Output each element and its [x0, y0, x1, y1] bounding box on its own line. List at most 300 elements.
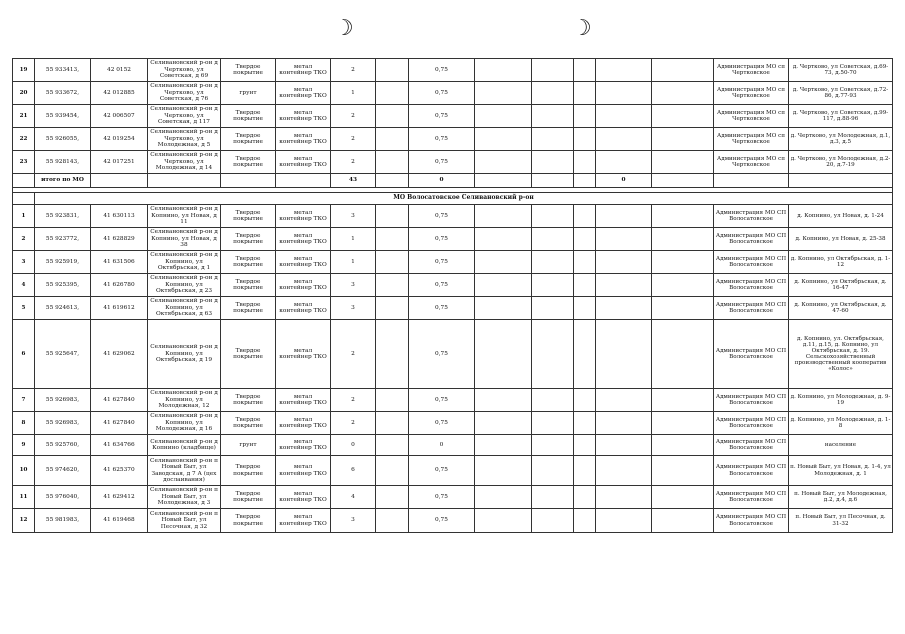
- cell-cover: Твердое покрытие: [221, 205, 276, 228]
- cell-blank: [532, 105, 574, 128]
- cell-num: 10: [13, 456, 35, 486]
- cell-num: 22: [13, 128, 35, 151]
- cell-adm: Администрация МО СП Волосатовское: [714, 456, 789, 486]
- cell-blank: [532, 389, 574, 412]
- cell-adm: Администрация МО сп Чертковское: [714, 59, 789, 82]
- cell-blank: [652, 251, 714, 274]
- cell-num: 6: [13, 320, 35, 389]
- cell-code2: 41 629062: [91, 320, 148, 389]
- cell-cont: метал контейнер ТКО: [276, 456, 331, 486]
- cell-blank: [475, 205, 532, 228]
- cell-code2: 41 631506: [91, 251, 148, 274]
- cell-cover: Твердое покрытие: [221, 251, 276, 274]
- cell-code1: 55 926983,: [35, 389, 91, 412]
- cell-addr: д. Копнино, ул Октябрьская, д. 16-47: [789, 274, 893, 297]
- cell-blank: [596, 128, 652, 151]
- cell-loc: Селивановский р-он д Чертково, ул Советская, д 69: [148, 59, 221, 82]
- cell-blank: [574, 59, 596, 82]
- cell-addr: д. Копнино, ул Молодежная, д. 9-19: [789, 389, 893, 412]
- section-title: МО Волосатовское Селивановский р-он: [35, 193, 893, 205]
- total-rows: [13, 174, 893, 205]
- cell-blank: [376, 128, 409, 151]
- cell-count: 1: [331, 82, 376, 105]
- cell-blank: [475, 486, 532, 509]
- total-blank: [221, 174, 276, 188]
- cell-blank: [652, 435, 714, 456]
- cell-cont: метал контейнер ТКО: [276, 59, 331, 82]
- cell-count: 2: [331, 105, 376, 128]
- cell-count: 3: [331, 509, 376, 533]
- cell-adm: Администрация МО СП Волосатовское: [714, 412, 789, 435]
- cell-addr: д. Копнино, ул Новая, д. 25-38: [789, 228, 893, 251]
- total-blank: [652, 174, 714, 188]
- cell-blank: [532, 274, 574, 297]
- table-row: [13, 412, 893, 435]
- cell-adm: Администрация МО сп Чертковское: [714, 151, 789, 174]
- cell-blank: [475, 105, 532, 128]
- total-blank: [91, 174, 148, 188]
- cell-blank: [574, 486, 596, 509]
- cell-cont: метал контейнер ТКО: [276, 105, 331, 128]
- total-blank: [714, 174, 789, 188]
- cell-num: 12: [13, 509, 35, 533]
- cell-num: 20: [13, 82, 35, 105]
- cell-blank: [574, 274, 596, 297]
- table-row: [13, 205, 893, 228]
- cell-volume: 0,75: [409, 228, 475, 251]
- cell-adm: Администрация МО СП Волосатовское: [714, 389, 789, 412]
- cell-loc: Селивановский р-он д Чертково, ул Молодежная, д 14: [148, 151, 221, 174]
- total-blank: [148, 174, 221, 188]
- cell-blank: [574, 389, 596, 412]
- top-rows: [13, 59, 893, 174]
- cell-count: 3: [331, 297, 376, 320]
- cell-code1: 55 925760,: [35, 435, 91, 456]
- cell-loc: Селивановский р-он д Копнино, ул Октябрьская, д 63: [148, 297, 221, 320]
- total-count: 43: [331, 174, 376, 188]
- cell-blank: [596, 389, 652, 412]
- cell-blank: [532, 486, 574, 509]
- cell-blank: [596, 59, 652, 82]
- cell-blank: [652, 128, 714, 151]
- cell-blank: [596, 82, 652, 105]
- cell-addr: д. Чертково, ул Советская, д.72-86, д.77-93: [789, 82, 893, 105]
- cell-blank: [574, 105, 596, 128]
- cell-code2: 41 625370: [91, 456, 148, 486]
- cell-loc: Селивановский р-он д Копнино, ул Молодежная, 12: [148, 389, 221, 412]
- cell-blank: [532, 435, 574, 456]
- cell-blank: [475, 59, 532, 82]
- table-row: [13, 509, 893, 533]
- cell-code2: 41 627840: [91, 389, 148, 412]
- cell-cover: Твердое покрытие: [221, 509, 276, 533]
- cell-blank: [652, 151, 714, 174]
- cell-blank: [652, 509, 714, 533]
- cell-blank: [532, 205, 574, 228]
- cell-num: 11: [13, 486, 35, 509]
- cell-code1: 55 925395,: [35, 274, 91, 297]
- total-blank: [789, 174, 893, 188]
- cell-blank: [376, 105, 409, 128]
- cell-adm: Администрация МО сп Чертковское: [714, 128, 789, 151]
- cell-adm: Администрация МО СП Волосатовское: [714, 274, 789, 297]
- cell-addr: п. Новый Быт, ул Молодежная, д.2, д.4, д.6: [789, 486, 893, 509]
- cell-volume: 0,75: [409, 105, 475, 128]
- cell-cont: метал контейнер ТКО: [276, 128, 331, 151]
- cell-blank: [376, 389, 409, 412]
- cell-blank: [596, 274, 652, 297]
- cell-blank: [652, 456, 714, 486]
- cell-blank: [532, 297, 574, 320]
- cell-blank: [532, 320, 574, 389]
- total-blank: [532, 174, 574, 188]
- cell-cont: метал контейнер ТКО: [276, 228, 331, 251]
- cell-cover: Твердое покрытие: [221, 320, 276, 389]
- cell-blank: [574, 82, 596, 105]
- section-row: [13, 193, 893, 205]
- cell-code2: 41 619468: [91, 509, 148, 533]
- table-row: [13, 274, 893, 297]
- bottom-rows: [13, 205, 893, 533]
- cell-addr: д. Чертково, ул Советская, д.69-73, д.50-70: [789, 59, 893, 82]
- cell-count: 2: [331, 151, 376, 174]
- cell-volume: 0,75: [409, 389, 475, 412]
- cell-addr: д. Копнино, ул Новая, д. 1-24: [789, 205, 893, 228]
- table-row: [13, 105, 893, 128]
- cell-code2: 41 634766: [91, 435, 148, 456]
- cell-code2: 41 628829: [91, 228, 148, 251]
- cell-blank: [532, 456, 574, 486]
- cell-code2: 41 627840: [91, 412, 148, 435]
- cell-volume: 0,75: [409, 128, 475, 151]
- cell-cover: Твердое покрытие: [221, 456, 276, 486]
- left-scan-mark: ☽: [334, 16, 354, 41]
- cell-count: 1: [331, 228, 376, 251]
- cell-blank: [574, 412, 596, 435]
- right-scan-mark: ☽: [572, 16, 592, 41]
- total-blank: [475, 174, 532, 188]
- cell-blank: [532, 251, 574, 274]
- cell-blank: [376, 274, 409, 297]
- cell-cont: метал контейнер ТКО: [276, 151, 331, 174]
- cell-addr: п. Новый Быт, ул Новая, д. 1-4, ул Молодежная, д. 1: [789, 456, 893, 486]
- cell-blank: [532, 228, 574, 251]
- total-blank: [376, 174, 409, 188]
- cell-blank: [376, 412, 409, 435]
- cell-blank: [376, 228, 409, 251]
- cell-num: 8: [13, 412, 35, 435]
- cell-blank: [574, 205, 596, 228]
- total-zero: 0: [409, 174, 475, 188]
- total-blank: [13, 174, 35, 188]
- cell-addr: д. Копнино, ул. Октябрьская, д.11, д.15, д. Копнино, ул Октябрьская, д. 19. Сельскохозяйственный производственный кооператив «Колос»: [789, 320, 893, 389]
- table-row: [13, 389, 893, 412]
- cell-blank: [376, 509, 409, 533]
- cell-blank: [475, 389, 532, 412]
- section-blank: [13, 193, 35, 205]
- cell-loc: Селивановский р-он д Чертково, ул Советская, д 76: [148, 82, 221, 105]
- cell-blank: [532, 509, 574, 533]
- cell-num: 5: [13, 297, 35, 320]
- cell-loc: Селивановский р-он д Чертково, ул Молодежная, д 5: [148, 128, 221, 151]
- cell-addr: д. Копнино, ул Октябрьская, д. 1-12: [789, 251, 893, 274]
- cell-blank: [532, 412, 574, 435]
- cell-count: 2: [331, 59, 376, 82]
- cell-loc: Селивановский р-он д Копнино, ул Октябрьская, д 19: [148, 320, 221, 389]
- table-row: [13, 435, 893, 456]
- cell-addr: д. Копнино, ул Октябрьская, д. 47-60: [789, 297, 893, 320]
- cell-adm: Администрация МО СП Волосатовское: [714, 228, 789, 251]
- cell-num: 9: [13, 435, 35, 456]
- cell-code2: 42 017251: [91, 151, 148, 174]
- cell-blank: [652, 274, 714, 297]
- cell-code2: 41 630113: [91, 205, 148, 228]
- cell-cover: Твердое покрытие: [221, 228, 276, 251]
- cell-cont: метал контейнер ТКО: [276, 251, 331, 274]
- cell-blank: [652, 105, 714, 128]
- total-blank: [276, 174, 331, 188]
- cell-blank: [532, 82, 574, 105]
- table-row: [13, 59, 893, 82]
- cell-blank: [596, 205, 652, 228]
- table-row: [13, 128, 893, 151]
- cell-cont: метал контейнер ТКО: [276, 389, 331, 412]
- cell-addr: д. Чертково, ул Молодежная, д.1, д.3, д.5: [789, 128, 893, 151]
- cell-loc: Селивановский р-он д Копнино (кладбище): [148, 435, 221, 456]
- cell-cont: метал контейнер ТКО: [276, 486, 331, 509]
- cell-code1: 55 976040,: [35, 486, 91, 509]
- cell-cont: метал контейнер ТКО: [276, 274, 331, 297]
- cell-count: 2: [331, 128, 376, 151]
- cell-blank: [596, 456, 652, 486]
- cell-blank: [475, 274, 532, 297]
- cell-blank: [652, 297, 714, 320]
- table-row: [13, 320, 893, 389]
- cell-count: 6: [331, 456, 376, 486]
- cell-code2: 41 619612: [91, 297, 148, 320]
- cell-cover: Твердое покрытие: [221, 412, 276, 435]
- cell-adm: Администрация МО СП Волосатовское: [714, 435, 789, 456]
- table-row: [13, 251, 893, 274]
- cell-volume: 0,75: [409, 456, 475, 486]
- cell-blank: [596, 297, 652, 320]
- cell-blank: [574, 128, 596, 151]
- cell-code2: 41 626780: [91, 274, 148, 297]
- cell-blank: [574, 297, 596, 320]
- cell-count: 1: [331, 251, 376, 274]
- cell-code2: 42 019254: [91, 128, 148, 151]
- cell-addr: население: [789, 435, 893, 456]
- table-row: [13, 456, 893, 486]
- cell-cover: Твердое покрытие: [221, 59, 276, 82]
- cell-blank: [376, 435, 409, 456]
- table-row: [13, 297, 893, 320]
- cell-blank: [376, 205, 409, 228]
- cell-adm: Администрация МО СП Волосатовское: [714, 509, 789, 533]
- cell-blank: [574, 251, 596, 274]
- cell-num: 4: [13, 274, 35, 297]
- cell-blank: [596, 486, 652, 509]
- cell-blank: [376, 320, 409, 389]
- cell-blank: [652, 205, 714, 228]
- cell-volume: 0,75: [409, 274, 475, 297]
- cell-blank: [652, 228, 714, 251]
- cell-blank: [376, 151, 409, 174]
- cell-adm: Администрация МО сп Чертковское: [714, 105, 789, 128]
- cell-cover: Твердое покрытие: [221, 274, 276, 297]
- cell-count: 2: [331, 412, 376, 435]
- cell-addr: д. Копнино, ул Молодежная, д. 1-8: [789, 412, 893, 435]
- cell-blank: [596, 228, 652, 251]
- cell-cover: Твердое покрытие: [221, 105, 276, 128]
- table-row: [13, 151, 893, 174]
- cell-blank: [475, 82, 532, 105]
- cell-cover: грунт: [221, 82, 276, 105]
- cell-code2: 42 012885: [91, 82, 148, 105]
- cell-loc: Селивановский р-он д Копнино, ул Октябрьская, д 23: [148, 274, 221, 297]
- cell-loc: Селивановский р-он д Копнино, ул Молодежная, д 16: [148, 412, 221, 435]
- cell-volume: 0,75: [409, 151, 475, 174]
- cell-code2: 41 629412: [91, 486, 148, 509]
- cell-blank: [376, 297, 409, 320]
- cell-code1: 55 926983,: [35, 412, 91, 435]
- cell-blank: [596, 151, 652, 174]
- cell-blank: [475, 251, 532, 274]
- cell-volume: 0,75: [409, 486, 475, 509]
- cell-volume: 0,75: [409, 297, 475, 320]
- cell-blank: [475, 456, 532, 486]
- cell-volume: 0,75: [409, 412, 475, 435]
- cell-blank: [475, 509, 532, 533]
- cell-loc: Селивановский р-он п Новый Быт, ул Молодежная, д 3: [148, 486, 221, 509]
- cell-cover: грунт: [221, 435, 276, 456]
- cell-count: 3: [331, 205, 376, 228]
- cell-volume: 0,75: [409, 509, 475, 533]
- cell-cont: метал контейнер ТКО: [276, 82, 331, 105]
- cell-code1: 55 974620,: [35, 456, 91, 486]
- cell-cont: метал контейнер ТКО: [276, 435, 331, 456]
- cell-blank: [532, 59, 574, 82]
- cell-loc: Селивановский р-он д Копнино, ул Новая, д 38: [148, 228, 221, 251]
- cell-blank: [652, 82, 714, 105]
- cell-blank: [596, 251, 652, 274]
- cell-volume: 0,75: [409, 82, 475, 105]
- cell-code1: 55 933672,: [35, 82, 91, 105]
- cell-blank: [376, 251, 409, 274]
- cell-blank: [475, 128, 532, 151]
- cell-code2: 42 0152: [91, 59, 148, 82]
- cell-loc: Селивановский р-он д Копнино, ул Октябрьская, д 1: [148, 251, 221, 274]
- cell-volume: 0,75: [409, 59, 475, 82]
- cell-num: 7: [13, 389, 35, 412]
- table-row: [13, 486, 893, 509]
- cell-adm: Администрация МО СП Волосатовское: [714, 320, 789, 389]
- cell-code1: 55 926055,: [35, 128, 91, 151]
- cell-cover: Твердое покрытие: [221, 128, 276, 151]
- cell-code1: 55 933413,: [35, 59, 91, 82]
- cell-cont: метал контейнер ТКО: [276, 412, 331, 435]
- cell-blank: [475, 435, 532, 456]
- cell-code1: 55 925647,: [35, 320, 91, 389]
- cell-code2: 42 006507: [91, 105, 148, 128]
- container-sites-table: [12, 58, 893, 533]
- cell-code1: 55 928143,: [35, 151, 91, 174]
- table-row: [13, 82, 893, 105]
- cell-addr: п. Новый Быт, ул Песочная, д. 31-32: [789, 509, 893, 533]
- cell-blank: [475, 297, 532, 320]
- cell-count: 2: [331, 320, 376, 389]
- cell-adm: Администрация МО сп Чертковское: [714, 82, 789, 105]
- cell-blank: [376, 59, 409, 82]
- cell-blank: [475, 228, 532, 251]
- cell-blank: [574, 435, 596, 456]
- total-label: итого по МО: [35, 174, 91, 188]
- cell-cover: Твердое покрытие: [221, 389, 276, 412]
- total-blank: [574, 174, 596, 188]
- cell-cont: метал контейнер ТКО: [276, 320, 331, 389]
- cell-blank: [532, 128, 574, 151]
- cell-count: 2: [331, 389, 376, 412]
- cell-volume: 0: [409, 435, 475, 456]
- cell-blank: [652, 389, 714, 412]
- cell-cover: Твердое покрытие: [221, 151, 276, 174]
- cell-count: 4: [331, 486, 376, 509]
- cell-loc: Селивановский р-он п Новый Быт, ул Песочная, д 32: [148, 509, 221, 533]
- cell-cont: метал контейнер ТКО: [276, 205, 331, 228]
- cell-code1: 55 939454,: [35, 105, 91, 128]
- cell-loc: Селивановский р-он д Чертково, ул Советская, д 117: [148, 105, 221, 128]
- cell-volume: 0,75: [409, 205, 475, 228]
- cell-blank: [475, 412, 532, 435]
- cell-blank: [376, 486, 409, 509]
- cell-volume: 0,75: [409, 320, 475, 389]
- cell-blank: [475, 320, 532, 389]
- cell-blank: [475, 151, 532, 174]
- cell-loc: Селивановский р-он д Копнино, ул Новая, д 11: [148, 205, 221, 228]
- cell-blank: [652, 320, 714, 389]
- cell-code1: 55 925919,: [35, 251, 91, 274]
- cell-blank: [532, 151, 574, 174]
- cell-blank: [574, 151, 596, 174]
- cell-num: 2: [13, 228, 35, 251]
- cell-cont: метал контейнер ТКО: [276, 509, 331, 533]
- total-zero: 0: [596, 174, 652, 188]
- cell-cover: Твердое покрытие: [221, 486, 276, 509]
- cell-blank: [574, 320, 596, 389]
- cell-num: 1: [13, 205, 35, 228]
- cell-blank: [652, 59, 714, 82]
- cell-blank: [596, 412, 652, 435]
- cell-code1: 55 924613,: [35, 297, 91, 320]
- cell-adm: Администрация МО СП Волосатовское: [714, 486, 789, 509]
- cell-adm: Администрация МО СП Волосатовское: [714, 297, 789, 320]
- cell-blank: [596, 105, 652, 128]
- cell-volume: 0,75: [409, 251, 475, 274]
- cell-cont: метал контейнер ТКО: [276, 297, 331, 320]
- cell-blank: [574, 228, 596, 251]
- cell-count: 3: [331, 274, 376, 297]
- table-row: [13, 228, 893, 251]
- cell-blank: [574, 456, 596, 486]
- cell-blank: [376, 456, 409, 486]
- cell-cover: Твердое покрытие: [221, 297, 276, 320]
- cell-blank: [376, 82, 409, 105]
- cell-blank: [596, 435, 652, 456]
- cell-blank: [596, 509, 652, 533]
- cell-num: 21: [13, 105, 35, 128]
- cell-blank: [596, 320, 652, 389]
- cell-addr: д. Чертково, ул Молодежная, д.2-20, д.7-19: [789, 151, 893, 174]
